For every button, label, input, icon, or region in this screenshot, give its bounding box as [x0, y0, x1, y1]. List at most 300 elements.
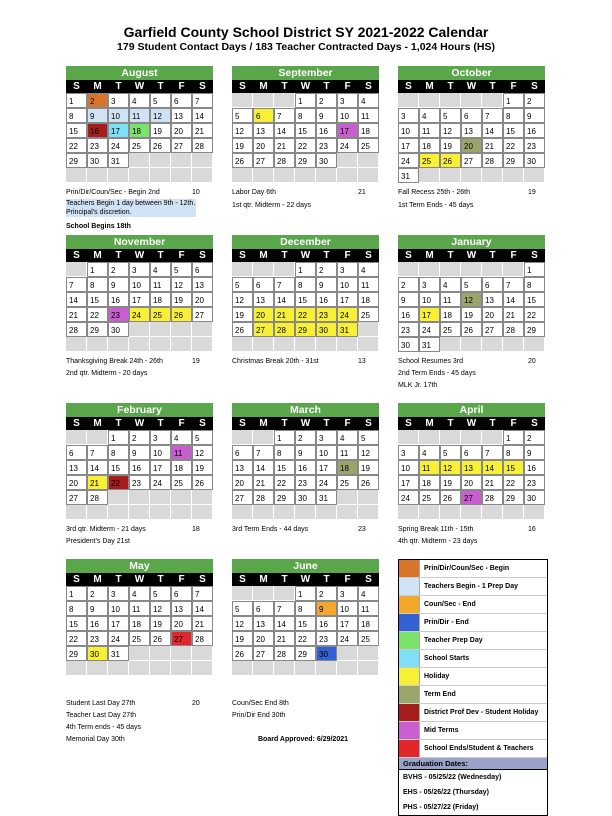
day-cell: 10	[108, 601, 129, 616]
weekday-label: T	[489, 81, 496, 92]
legend-label: Term End	[424, 691, 456, 698]
day-cell	[358, 505, 379, 520]
day-cell	[150, 646, 171, 661]
day-cell: 4	[440, 277, 461, 292]
day-cell: 24	[150, 475, 171, 490]
day-cell: 12	[232, 292, 253, 307]
day-cell: 12	[440, 460, 461, 475]
weekday-label: T	[281, 81, 288, 92]
day-grid	[232, 93, 379, 183]
day-cell: 1	[295, 262, 316, 277]
day-cell: 15	[295, 123, 316, 138]
day-cell: 27	[253, 153, 274, 168]
weekday-label: T	[323, 81, 330, 92]
weekday-label: T	[157, 250, 164, 261]
day-cell: 8	[295, 601, 316, 616]
day-cell	[129, 168, 150, 183]
month-note: 2nd Term Ends - 45 days	[398, 370, 476, 377]
weekday-label: T	[447, 250, 454, 261]
day-cell: 27	[461, 153, 482, 168]
day-cell: 18	[150, 292, 171, 307]
day-cell: 3	[150, 430, 171, 445]
day-cell	[87, 337, 108, 352]
day-cell	[129, 337, 150, 352]
day-cell: 29	[66, 646, 87, 661]
legend-item	[399, 578, 547, 596]
day-cell: 18	[129, 616, 150, 631]
month-note: President's Day 21st	[66, 538, 130, 545]
day-cell	[192, 490, 213, 505]
weekday-label: T	[157, 81, 164, 92]
day-cell: 22	[524, 307, 545, 322]
day-cell: 17	[337, 616, 358, 631]
day-cell: 7	[274, 277, 295, 292]
day-cell: 10	[398, 460, 419, 475]
day-cell: 30	[524, 153, 545, 168]
weekday-label: S	[239, 81, 246, 92]
day-cell: 5	[192, 430, 213, 445]
weekday-label: T	[157, 418, 164, 429]
day-cell: 23	[316, 631, 337, 646]
day-cell: 26	[232, 153, 253, 168]
day-cell	[440, 505, 461, 520]
day-cell	[150, 168, 171, 183]
day-cell: 18	[419, 475, 440, 490]
legend-label: School Ends/Student & Teachers	[424, 745, 534, 752]
month-note: 4th qtr. Midterm - 23 days	[398, 538, 478, 545]
weekday-label: M	[425, 250, 434, 261]
month-march	[232, 403, 379, 520]
month-note: 10	[192, 189, 200, 196]
day-cell	[171, 661, 192, 676]
day-cell: 20	[192, 292, 213, 307]
month-note: 23	[358, 526, 366, 533]
day-cell: 5	[232, 601, 253, 616]
weekday-label: T	[281, 418, 288, 429]
day-cell	[274, 168, 295, 183]
day-cell: 26	[150, 631, 171, 646]
weekday-label: W	[300, 418, 311, 429]
legend-swatch	[399, 686, 420, 703]
day-cell: 15	[87, 292, 108, 307]
day-cell: 5	[358, 430, 379, 445]
day-cell	[398, 93, 419, 108]
day-cell	[192, 168, 213, 183]
day-cell: 5	[171, 262, 192, 277]
day-grid	[398, 93, 545, 183]
day-cell: 21	[482, 138, 503, 153]
day-cell	[150, 153, 171, 168]
day-cell: 10	[316, 445, 337, 460]
day-cell	[150, 322, 171, 337]
day-cell: 18	[419, 138, 440, 153]
day-cell: 11	[419, 123, 440, 138]
weekday-label: S	[73, 81, 80, 92]
day-cell: 5	[440, 445, 461, 460]
day-cell: 12	[440, 123, 461, 138]
day-cell	[461, 168, 482, 183]
day-cell: 7	[87, 445, 108, 460]
day-cell: 12	[192, 445, 213, 460]
legend-item	[399, 668, 547, 686]
day-cell: 24	[316, 475, 337, 490]
day-cell: 18	[358, 292, 379, 307]
day-cell: 21	[274, 631, 295, 646]
day-cell	[253, 586, 274, 601]
day-cell: 17	[108, 123, 129, 138]
legend-label: District Prof Dev - Student Holiday	[424, 709, 539, 716]
day-cell	[295, 337, 316, 352]
weekday-label: W	[134, 574, 145, 585]
day-cell: 6	[253, 108, 274, 123]
day-cell: 23	[129, 475, 150, 490]
day-cell: 21	[87, 475, 108, 490]
day-cell	[440, 337, 461, 352]
day-cell: 7	[253, 445, 274, 460]
day-cell: 26	[150, 138, 171, 153]
day-cell	[337, 168, 358, 183]
weekday-label: W	[300, 250, 311, 261]
day-cell	[192, 646, 213, 661]
weekday-label: S	[531, 81, 538, 92]
day-cell: 7	[192, 93, 213, 108]
month-note: 3rd Term Ends - 44 days	[232, 526, 309, 533]
day-cell	[274, 586, 295, 601]
day-cell: 21	[253, 475, 274, 490]
day-cell: 27	[461, 490, 482, 505]
day-cell	[232, 262, 253, 277]
legend-label: Teachers Begin - 1 Prep Day	[424, 583, 519, 590]
day-cell: 31	[419, 337, 440, 352]
day-cell	[253, 661, 274, 676]
day-cell	[232, 661, 253, 676]
day-cell	[337, 646, 358, 661]
day-cell: 12	[150, 601, 171, 616]
day-cell: 29	[66, 153, 87, 168]
day-cell: 2	[295, 430, 316, 445]
day-cell: 27	[482, 322, 503, 337]
day-cell	[232, 168, 253, 183]
month-note: Spring Break 11th - 15th	[398, 526, 474, 533]
day-cell	[482, 262, 503, 277]
day-cell: 28	[274, 322, 295, 337]
day-cell: 12	[358, 445, 379, 460]
weekday-label: F	[344, 81, 351, 92]
day-cell	[192, 505, 213, 520]
day-cell	[108, 661, 129, 676]
day-cell	[66, 262, 87, 277]
day-cell: 28	[274, 646, 295, 661]
day-cell: 22	[66, 631, 87, 646]
weekday-header	[398, 80, 545, 93]
month-january	[398, 235, 545, 352]
day-cell: 29	[274, 490, 295, 505]
day-cell	[524, 505, 545, 520]
day-grid	[66, 586, 213, 676]
day-cell: 8	[66, 108, 87, 123]
day-cell: 19	[150, 616, 171, 631]
day-cell: 28	[482, 153, 503, 168]
day-cell: 1	[66, 586, 87, 601]
day-cell: 15	[66, 616, 87, 631]
day-cell	[129, 322, 150, 337]
day-cell: 2	[108, 262, 129, 277]
weekday-label: W	[134, 250, 145, 261]
day-cell	[461, 93, 482, 108]
weekday-label: W	[134, 81, 145, 92]
weekday-label: F	[178, 574, 185, 585]
day-cell: 7	[66, 277, 87, 292]
day-cell: 6	[461, 108, 482, 123]
weekday-label: T	[447, 418, 454, 429]
day-cell: 24	[337, 138, 358, 153]
day-cell: 25	[171, 475, 192, 490]
weekday-header	[232, 573, 379, 586]
day-cell	[171, 490, 192, 505]
weekday-label: S	[239, 574, 246, 585]
day-cell	[316, 505, 337, 520]
day-cell	[503, 337, 524, 352]
day-cell	[358, 646, 379, 661]
day-cell: 21	[482, 475, 503, 490]
day-cell	[337, 661, 358, 676]
day-cell: 16	[129, 460, 150, 475]
month-note: Board Approved: 6/29/2021	[258, 736, 348, 743]
day-cell: 30	[316, 322, 337, 337]
day-cell: 18	[358, 123, 379, 138]
day-cell: 11	[129, 601, 150, 616]
day-cell: 26	[232, 646, 253, 661]
weekday-label: S	[239, 250, 246, 261]
weekday-label: F	[178, 418, 185, 429]
day-cell: 3	[337, 262, 358, 277]
day-cell: 7	[274, 108, 295, 123]
day-cell: 26	[440, 490, 461, 505]
day-cell: 8	[87, 277, 108, 292]
day-cell	[482, 505, 503, 520]
day-cell: 17	[398, 138, 419, 153]
day-cell: 10	[398, 123, 419, 138]
day-cell	[524, 337, 545, 352]
day-cell: 1	[295, 93, 316, 108]
day-cell: 30	[87, 646, 108, 661]
day-cell: 15	[295, 292, 316, 307]
day-cell: 6	[232, 445, 253, 460]
month-note: Labor Day 6th	[232, 189, 276, 196]
day-cell	[337, 490, 358, 505]
weekday-label: S	[365, 81, 372, 92]
day-cell: 4	[337, 430, 358, 445]
day-cell: 14	[192, 601, 213, 616]
day-cell: 4	[150, 262, 171, 277]
month-note: Teacher Last Day 27th	[66, 712, 137, 719]
day-cell: 4	[419, 445, 440, 460]
day-cell: 19	[440, 138, 461, 153]
day-cell: 1	[295, 586, 316, 601]
day-cell	[358, 168, 379, 183]
day-cell: 27	[192, 307, 213, 322]
day-cell	[440, 430, 461, 445]
day-cell: 22	[66, 138, 87, 153]
weekday-label: S	[531, 418, 538, 429]
day-cell	[171, 153, 192, 168]
day-cell	[171, 337, 192, 352]
weekday-label: T	[281, 574, 288, 585]
day-cell: 16	[87, 123, 108, 138]
weekday-label: F	[178, 250, 185, 261]
month-title: April	[398, 403, 545, 417]
day-cell: 26	[358, 475, 379, 490]
graduation-row: BVHS - 05/25/22 (Wednesday)	[403, 774, 502, 781]
day-cell: 29	[295, 153, 316, 168]
day-cell	[129, 661, 150, 676]
day-cell	[440, 262, 461, 277]
day-cell: 25	[129, 631, 150, 646]
month-title: March	[232, 403, 379, 417]
weekday-label: M	[259, 250, 268, 261]
day-cell	[129, 646, 150, 661]
month-note: 13	[358, 358, 366, 365]
day-cell: 30	[398, 337, 419, 352]
day-cell: 4	[358, 262, 379, 277]
day-cell: 22	[503, 475, 524, 490]
day-cell	[171, 505, 192, 520]
day-cell	[87, 505, 108, 520]
day-cell: 20	[171, 123, 192, 138]
day-cell	[232, 93, 253, 108]
day-cell: 18	[358, 616, 379, 631]
day-cell: 5	[232, 277, 253, 292]
day-cell	[419, 262, 440, 277]
day-cell	[232, 430, 253, 445]
legend-label: Teacher Prep Day	[424, 637, 483, 644]
day-cell: 6	[171, 586, 192, 601]
day-cell	[358, 490, 379, 505]
weekday-label: M	[259, 418, 268, 429]
day-cell	[192, 322, 213, 337]
day-cell: 14	[274, 123, 295, 138]
weekday-label: S	[365, 250, 372, 261]
day-cell: 20	[461, 475, 482, 490]
weekday-label: T	[115, 574, 122, 585]
weekday-label: W	[134, 418, 145, 429]
month-note: Teachers Begin 1 day between 9th - 12th. Principal's discretion.	[66, 200, 196, 216]
day-cell: 18	[129, 123, 150, 138]
weekday-label: M	[425, 418, 434, 429]
day-cell: 5	[461, 277, 482, 292]
day-cell	[358, 153, 379, 168]
day-grid	[66, 430, 213, 520]
day-cell	[482, 93, 503, 108]
day-cell: 28	[274, 153, 295, 168]
month-note: 4th Term ends - 45 days	[66, 724, 141, 731]
day-cell: 3	[108, 93, 129, 108]
month-note: Student Last Day 27th	[66, 700, 136, 707]
day-cell	[253, 337, 274, 352]
day-cell: 14	[253, 460, 274, 475]
month-note: 20	[192, 700, 200, 707]
day-cell: 24	[419, 322, 440, 337]
day-cell: 4	[358, 93, 379, 108]
weekday-label: F	[178, 81, 185, 92]
month-note: 1st qtr. Midterm - 22 days	[232, 202, 311, 209]
day-cell: 8	[66, 601, 87, 616]
day-cell: 27	[253, 646, 274, 661]
day-cell: 30	[524, 490, 545, 505]
day-cell	[358, 661, 379, 676]
day-cell: 13	[66, 460, 87, 475]
day-cell: 16	[316, 616, 337, 631]
day-cell: 3	[337, 586, 358, 601]
day-cell: 15	[503, 123, 524, 138]
day-cell: 2	[316, 93, 337, 108]
page-subtitle: 179 Student Contact Days / 183 Teacher Contracted Days - 1,024 Hours (HS)	[117, 41, 495, 53]
day-cell: 25	[358, 631, 379, 646]
day-cell: 9	[295, 445, 316, 460]
day-cell: 25	[358, 138, 379, 153]
weekday-label: S	[531, 250, 538, 261]
day-cell: 19	[232, 631, 253, 646]
day-cell: 3	[316, 430, 337, 445]
day-cell: 19	[232, 138, 253, 153]
day-cell: 22	[503, 138, 524, 153]
day-cell	[482, 337, 503, 352]
day-cell: 16	[524, 123, 545, 138]
day-cell	[87, 168, 108, 183]
day-cell: 15	[295, 616, 316, 631]
legend-label: Mid Terms	[424, 727, 459, 734]
day-cell: 5	[150, 93, 171, 108]
day-cell: 24	[337, 307, 358, 322]
day-cell: 22	[295, 307, 316, 322]
day-cell: 15	[524, 292, 545, 307]
legend-item	[399, 686, 547, 704]
day-cell: 29	[524, 322, 545, 337]
weekday-label: W	[466, 81, 477, 92]
weekday-label: T	[489, 250, 496, 261]
weekday-label: F	[344, 574, 351, 585]
day-grid	[66, 262, 213, 352]
day-cell	[232, 505, 253, 520]
month-note: 21	[358, 189, 366, 196]
weekday-label: F	[344, 418, 351, 429]
day-cell	[66, 661, 87, 676]
day-cell: 12	[232, 616, 253, 631]
weekday-label: S	[73, 574, 80, 585]
day-cell: 26	[171, 307, 192, 322]
month-may	[66, 559, 213, 676]
day-cell	[316, 168, 337, 183]
day-cell: 8	[524, 277, 545, 292]
weekday-label: M	[93, 250, 102, 261]
day-cell: 22	[274, 475, 295, 490]
day-cell: 6	[66, 445, 87, 460]
day-cell: 19	[461, 307, 482, 322]
month-note: 19	[192, 358, 200, 365]
month-note: 19	[528, 189, 536, 196]
weekday-label: M	[259, 574, 268, 585]
month-title: May	[66, 559, 213, 573]
day-cell	[503, 505, 524, 520]
day-cell	[461, 337, 482, 352]
day-cell: 14	[66, 292, 87, 307]
day-cell: 3	[108, 586, 129, 601]
month-november	[66, 235, 213, 352]
day-cell: 26	[192, 475, 213, 490]
day-cell: 18	[440, 307, 461, 322]
day-cell	[274, 661, 295, 676]
day-cell: 2	[129, 430, 150, 445]
